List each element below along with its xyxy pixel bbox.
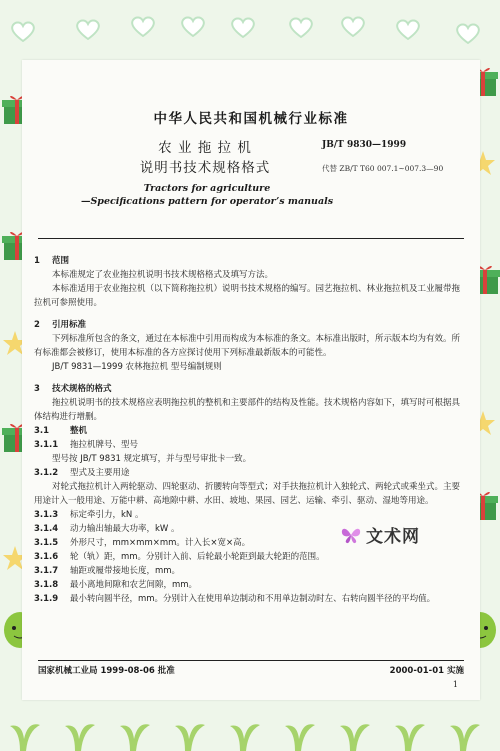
replaces-code: 代替 ZB/T T60 007.1~007.3—90 [322,164,444,173]
watermark [340,522,420,547]
section-heading: 2 引用标准 [34,320,87,330]
heart-icon [288,16,314,38]
section-heading: 3 技术规格的格式 [34,384,112,394]
heart-icon [230,16,256,38]
title-line-2: 说明书技术规格格式 [139,160,271,176]
clause: 3.1.1 拖拉机牌号、型号 [34,440,139,450]
clause: 3.1.2 型式及主要用途 [34,468,130,478]
section-heading: 1 范围 [34,256,70,266]
heart-icon [180,15,206,37]
clause: 3.1.3 标定牵引力，kN 。 [34,510,144,520]
standard-name: 中华人民共和国机械行业标准 [153,111,349,127]
paragraph: 本标准适用于农业拖拉机（以下简称拖拉机）说明书技术规格的编写。园艺拖拉机、林业拖拉机及工业履带拖拉机可参照使用。 [34,284,461,308]
clause: 3.1.4 动力输出轴最大功率，kW 。 [34,524,180,534]
standard-code-block [322,140,472,174]
paragraph: 对轮式拖拉机计入两轮驱动、四轮驱动、折腰转向等型式；对手扶拖拉机计入独轮式、两轮式或乘坐式。主要用途计入一般用途、万能中耕、高地隙中耕、水田、坡地、果园、园艺、运输、牵引、驱动、湿地等用途。 [34,482,461,506]
clause: 3.1.9 最小转向圆半径，mm。分别计入在使用单边制动和不用单边制动时左、右转向圆半径的平均值。 [34,594,436,604]
paragraph: 拖拉机说明书的技术规格应表明拖拉机的整机和主要部件的结构及性能。技术规格内容如下，填写时可根据具体结构进行增删。 [34,398,461,422]
clause: 3.1.5 外形尺寸，mm×mm×mm。计入长×宽×高。 [34,538,251,548]
subsection-heading: 3.1 整机 [34,426,88,436]
paragraph: 下列标准所包含的条文，通过在本标准中引用而构成为本标准的条文。本标准出版时，所示版本均为有效。所有标准都会被修订，使用本标准的各方应探讨使用下列标准最新版本的可能性。 [34,334,461,358]
clause: 3.1.8 最小离地间隙和农艺间隙，mm。 [34,580,198,590]
header-divider [38,238,464,239]
heart-icon [395,18,421,40]
standard-code: JB/T 9830—1999 [322,140,407,150]
title-block [100,138,310,178]
footer-divider [38,660,464,661]
english-title-line-1: Tractors for agriculture [143,183,271,194]
footer [38,664,464,676]
heart-icon [10,20,36,42]
paragraph: 本标准规定了农业拖拉机说明书技术规格格式及填写方法。 [52,270,274,280]
title-line-1: 农 业 拖 拉 机 [158,140,252,156]
butterfly-logo-icon [340,524,362,546]
english-title-block [62,182,352,208]
document-page [22,60,480,700]
clause: 3.1.7 轴距或履带接地长度，mm。 [34,566,181,576]
heart-icon [455,22,481,44]
document-body [34,250,466,606]
heart-icon [75,18,101,40]
reference-item: JB/T 9831—1999 农林拖拉机 型号编制规则 [52,362,222,372]
english-title-line-2: —Specifications pattern for operator’s manuals [80,196,334,207]
heart-icon [340,15,366,37]
page-number: 1 [452,680,458,689]
effective-date: 2000-01-01 实施 [389,666,464,676]
clause: 3.1.6 轮（轨）距，mm。分别计入前、后轮最小轮距到最大轮距的范围。 [34,552,325,562]
approval-text: 国家机械工业局 1999-08-06 批准 [38,666,175,676]
watermark-text: 文术网 [366,527,420,547]
paragraph: 型号按 JB/T 9831 规定填写，并与型号审批卡一致。 [52,454,252,464]
heart-icon [130,15,156,37]
